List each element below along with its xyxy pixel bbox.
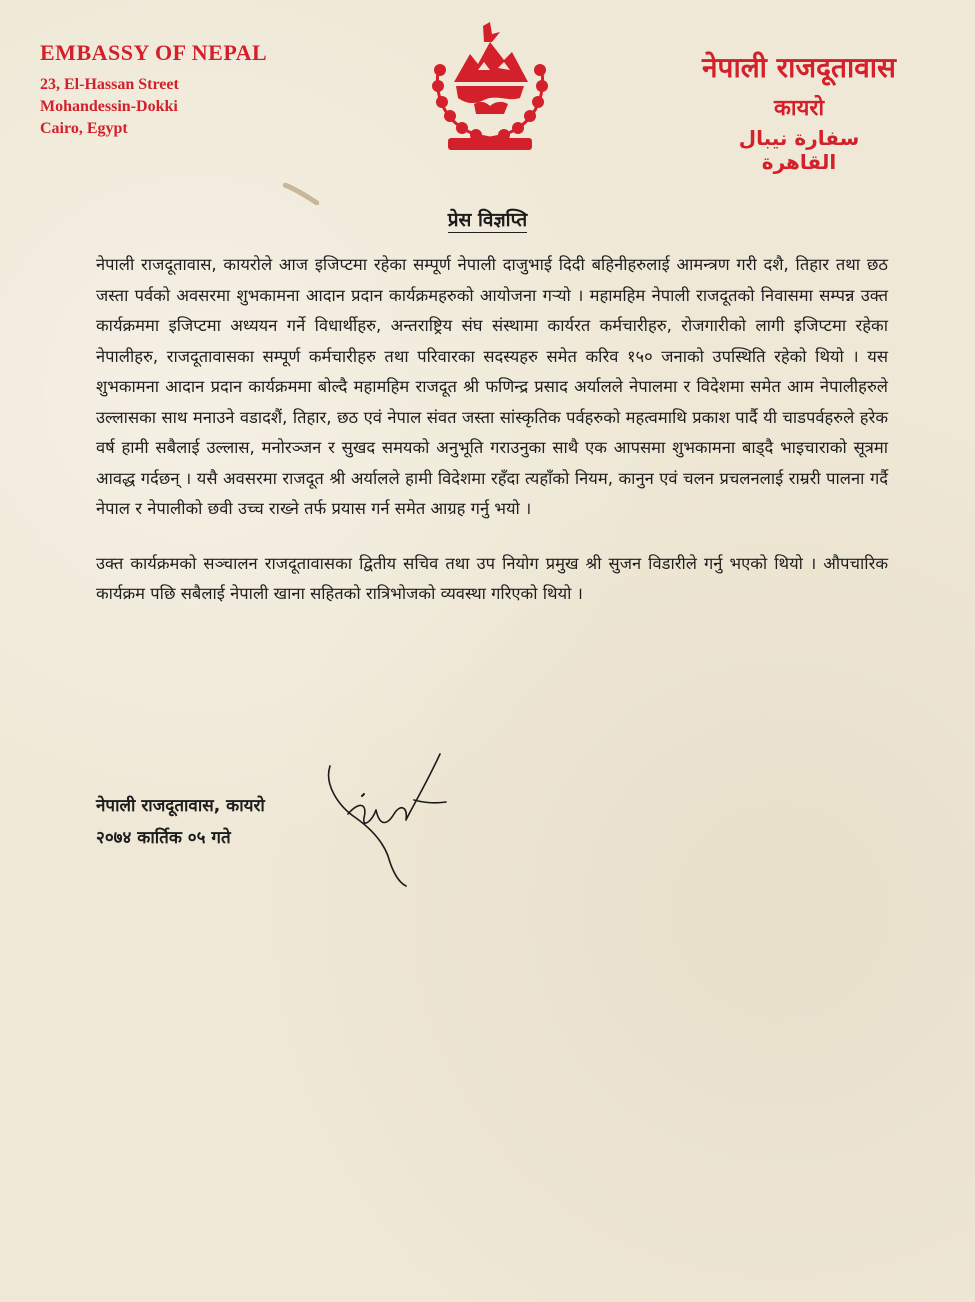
signoff-date: २०७४ कार्तिक ०५ गते (96, 828, 231, 848)
nepal-coat-of-arms-icon (420, 20, 560, 160)
press-release-title (0, 206, 975, 232)
address-line-1: 23, El-Hassan Street (40, 76, 179, 93)
body-paragraph-1: नेपाली राजदूतावास, कायरोले आज इजिप्टमा रहेका सम्पूर्ण नेपाली दाजुभाई दिदी बहिनीहरुलाई आमन्त्रण गरी दशै, तिहार तथा छठ जस्ता पर्वको अवसरमा शुभकामना आदान प्रदान कार्यक्रमहरुको आयोजना गऱ्यो । महामहिम नेपाली राजदूतको निवासमा सम्पन्न उक्त कार्यक्रममा इजिप्टमा अध्ययन गर्ने विधार्थीहरु, अन्तराष्ट्रिय संघ संस्थामा कार्यरत कर्मचारीहरु, रोजगारीको लागी इजिप्टमा रहेका नेपालीहरु, राजदूतावासका सम्पूर्ण कर्मचारीहरु तथा परिवारका सदस्यहरु समेत करिव १५० जनाको उपस्थिति रहेको थियो । यस शुभकामना आदान प्रदान कार्यक्रममा बोल्दै महामहिम राजदूत श्री फणिन्द्र प्रसाद अर्यालले नेपालमा र विदेशमा समेत आम नेपालीहरुले उल्लासका साथ मनाउने वडादशैं, तिहार, छठ एवं नेपाल संवत जस्ता सांस्कृतिक पर्वहरुको महत्वमाथि प्रकाश पार्दै यी चाडपर्वहरुले हरेक वर्ष हामी सबैलाई उल्लास, मनोरञ्जन र सुखद समयको अनुभूति गराउनुका साथै एक आपसमा शुभकामना बाड्दै भाइचाराको सूत्रमा आवद्ध गर्दछन् । यसै अवसरमा राजदूत श्री अर्यालले हामी विदेशमा रहँदा त्यहाँको नियम, कानुन एवं चलन प्रचलनलाई राम्ररी पालना गर्दै नेपाल र नेपालीको छवी उच्च राख्ने तर्फ प्रयास गर्न समेत आग्रह गर्नु भयो । (96, 255, 888, 518)
address-line-3: Cairo, Egypt (40, 120, 128, 137)
press-release-body (96, 250, 888, 634)
body-paragraph-2: उक्त कार्यक्रमको सञ्चालन राजदूतावासका द्वितीय सचिव तथा उप नियोग प्रमुख श्री सुजन विडारीले गर्नु भएको थियो । औपचारिक कार्यक्रम पछि सबैलाई नेपाली खाना सहितको रात्रिभोजको व्यवस्था गरिएको थियो । (96, 553, 888, 603)
nepali-letterhead (669, 48, 929, 174)
title-text: प्रेस विज्ञप्ति (447, 209, 528, 231)
handwritten-signature-icon (318, 744, 468, 894)
english-letterhead (40, 40, 267, 140)
city-name-nepali: कायरो (773, 96, 825, 121)
embassy-name-arabic: سفارة نيبال (738, 126, 860, 150)
signoff-organization: नेपाली राजदूतावास, कायरो (96, 796, 265, 816)
embassy-name-english: EMBASSY OF NEPAL (40, 40, 268, 65)
signoff-block (96, 790, 265, 854)
paper-crease-mark (283, 183, 319, 205)
embassy-name-nepali: नेपाली राजदूतावास (702, 51, 896, 84)
address-line-2: Mohandessin-Dokki (40, 98, 178, 115)
city-name-arabic: القاهرة (761, 150, 837, 174)
